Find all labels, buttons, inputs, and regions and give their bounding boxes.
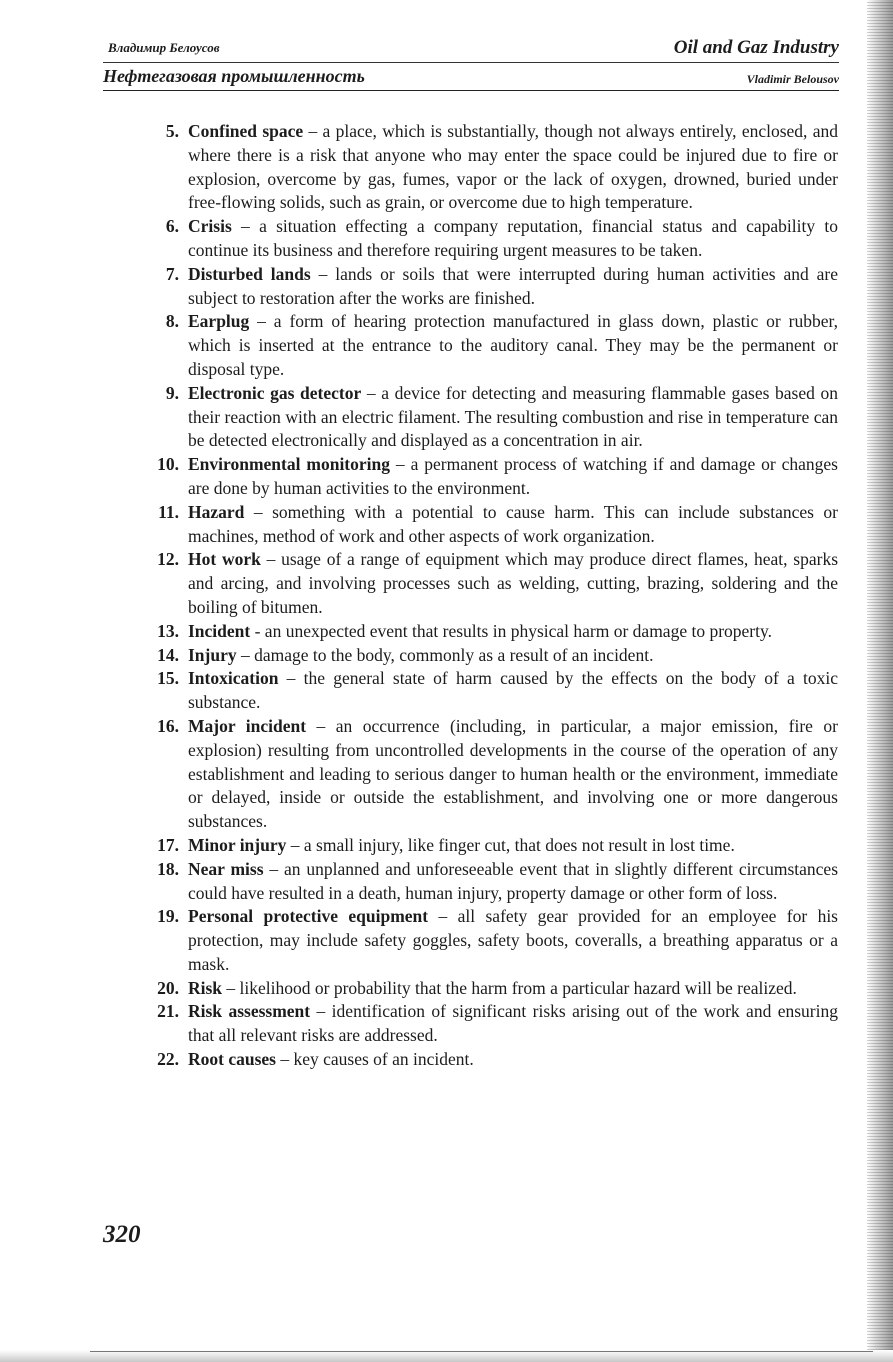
entry-term: Crisis [188, 216, 232, 237]
glossary-entry [145, 644, 838, 668]
entry-term: Near miss [188, 858, 264, 879]
entry-term: Disturbed lands [188, 263, 311, 284]
entry-definition: – a situation effecting a company reputation, financial status and capability to continue its business and therefore requiring urgent measures to be taken. [188, 216, 838, 260]
entry-term: Earplug [188, 311, 250, 332]
entry-definition: – all safety gear provided for an employee for his protection, may include safety goggles, safety boots, coveralls, a breathing apparatus or a mask. [188, 906, 838, 974]
glossary-entry [145, 382, 838, 453]
glossary-entry [145, 215, 838, 263]
header-author-ru: Владимир Белоусов [108, 40, 220, 55]
page-number: 320 [103, 1221, 141, 1248]
entry-definition: – likelihood or probability that the harm from a particular hazard will be realized. [222, 977, 797, 998]
entry-definition: – damage to the body, commonly as a result of an incident. [236, 644, 654, 665]
entry-definition: – a place, which is substantially, though not always entirely, enclosed, and where there is a risk that anyone who may enter the space could be injured due to fire or explosion, overcome by gas, fumes, vapor or the lack of oxygen, drowned, buried under free-flowing solids, such as grain, or overcome due to high temperature. [188, 121, 838, 213]
glossary-entry [145, 310, 838, 381]
entry-term: Electronic gas detector [188, 382, 362, 403]
entry-definition: – an unplanned and unforeseeable event that in slightly different circumstances could have resulted in a death, human injury, property damage or other form of loss. [188, 858, 839, 903]
entry-definition: - an unexpected event that results in physical harm or damage to property. [250, 620, 772, 641]
entry-definition: – a permanent process of watching if and damage or changes are done by human activities to the environment. [188, 454, 838, 498]
entry-number: 14. [157, 644, 179, 665]
glossary-entry [145, 453, 838, 501]
entry-number: 9. [165, 382, 179, 403]
entry-definition: – identification of significant risks arising out of the work and ensuring that all relevant risks are addressed. [188, 1001, 838, 1046]
entry-definition: – a form of hearing protection manufactured in glass down, plastic or rubber, which is inserted at the entrance to the auditory canal. They may be the permanent or disposal type. [188, 311, 838, 379]
entry-number: 20. [157, 977, 179, 998]
entry-number: 12. [157, 549, 179, 570]
glossary-entry [145, 263, 838, 311]
entry-term: Risk assessment [188, 1001, 311, 1022]
glossary-entry [145, 834, 838, 858]
entry-term: Root causes [188, 1049, 276, 1070]
entry-number: 18. [157, 858, 179, 879]
entry-term: Minor injury [188, 834, 287, 855]
entry-number: 16. [157, 715, 179, 736]
entry-number: 21. [157, 1001, 179, 1022]
header-author-en: Vladimir Belousov [746, 72, 839, 86]
entry-number: 6. [165, 216, 179, 237]
entry-number: 19. [157, 906, 179, 927]
entry-term: Major incident [188, 715, 307, 736]
header-title-en: Oil and Gaz Industry [673, 37, 839, 58]
scan-edge-line [90, 1351, 873, 1352]
glossary-entry [145, 977, 838, 1001]
entry-term: Hazard [188, 501, 245, 522]
entry-number: 11. [158, 501, 179, 522]
entry-term: Injury [188, 644, 237, 665]
entry-term: Confined space [188, 121, 304, 141]
glossary-entry [145, 120, 838, 215]
entry-definition: – the general state of harm caused by the effects on the body of a toxic substance. [188, 668, 838, 713]
glossary-entry [145, 1000, 838, 1048]
entry-definition: – a device for detecting and measuring flammable gases based on their reaction with an electric filament. The resulting combustion and rise in temperature can be detected electronically and displayed as a concentration in air. [188, 382, 838, 451]
glossary-entry [145, 667, 838, 715]
entry-definition: – key causes of an incident. [275, 1049, 474, 1070]
entry-definition: – a small injury, like finger cut, that does not result in lost time. [286, 834, 735, 855]
glossary-entry [145, 715, 838, 834]
entry-definition: – an occurrence (including, in particular, a major emission, fire or explosion) resulting from uncontrolled developments in the course of the operation of any establishment and leading to serious danger to human health or the environment, immediate or delayed, inside or outside the establishment, and involving one or more dangerous substances. [188, 715, 838, 832]
entry-number: 13. [157, 620, 179, 641]
entry-number: 22. [157, 1049, 179, 1070]
entry-definition: – lands or soils that were interrupted during human activities and are subject to restoration after the works are finished. [188, 263, 838, 308]
glossary-entry [145, 858, 838, 906]
glossary-entry [145, 548, 838, 619]
glossary-entry [145, 501, 838, 549]
entry-term: Hot work [188, 549, 261, 570]
glossary-list [145, 120, 838, 1072]
entry-number: 17. [157, 834, 179, 855]
glossary-entry [145, 905, 838, 976]
entry-number: 8. [165, 311, 179, 332]
entry-number: 15. [157, 668, 179, 689]
header-title-ru: Нефтегазовая промышленность [103, 66, 365, 86]
entry-term: Personal protective equipment [188, 906, 429, 927]
glossary-entry [145, 1048, 838, 1072]
header-rule-top [103, 62, 839, 63]
entry-number: 7. [165, 263, 179, 284]
header-rule-bottom [103, 90, 839, 91]
entry-term: Incident [188, 620, 251, 641]
entry-number: 10. [157, 454, 179, 475]
entry-number: 5. [165, 121, 179, 141]
entry-definition: – usage of a range of equipment which may produce direct flames, heat, sparks and arcing, and involving processes such as welding, cutting, brazing, soldering and the boiling of bitumen. [188, 549, 839, 617]
entry-term: Environmental monitoring [188, 454, 390, 475]
scan-edge-right [867, 0, 893, 1362]
entry-term: Intoxication [188, 668, 279, 689]
glossary-entry [145, 620, 838, 644]
entry-definition: – something with a potential to cause harm. This can include substances or machines, method of work and other aspects of work organization. [188, 501, 838, 546]
entry-term: Risk [188, 977, 223, 998]
